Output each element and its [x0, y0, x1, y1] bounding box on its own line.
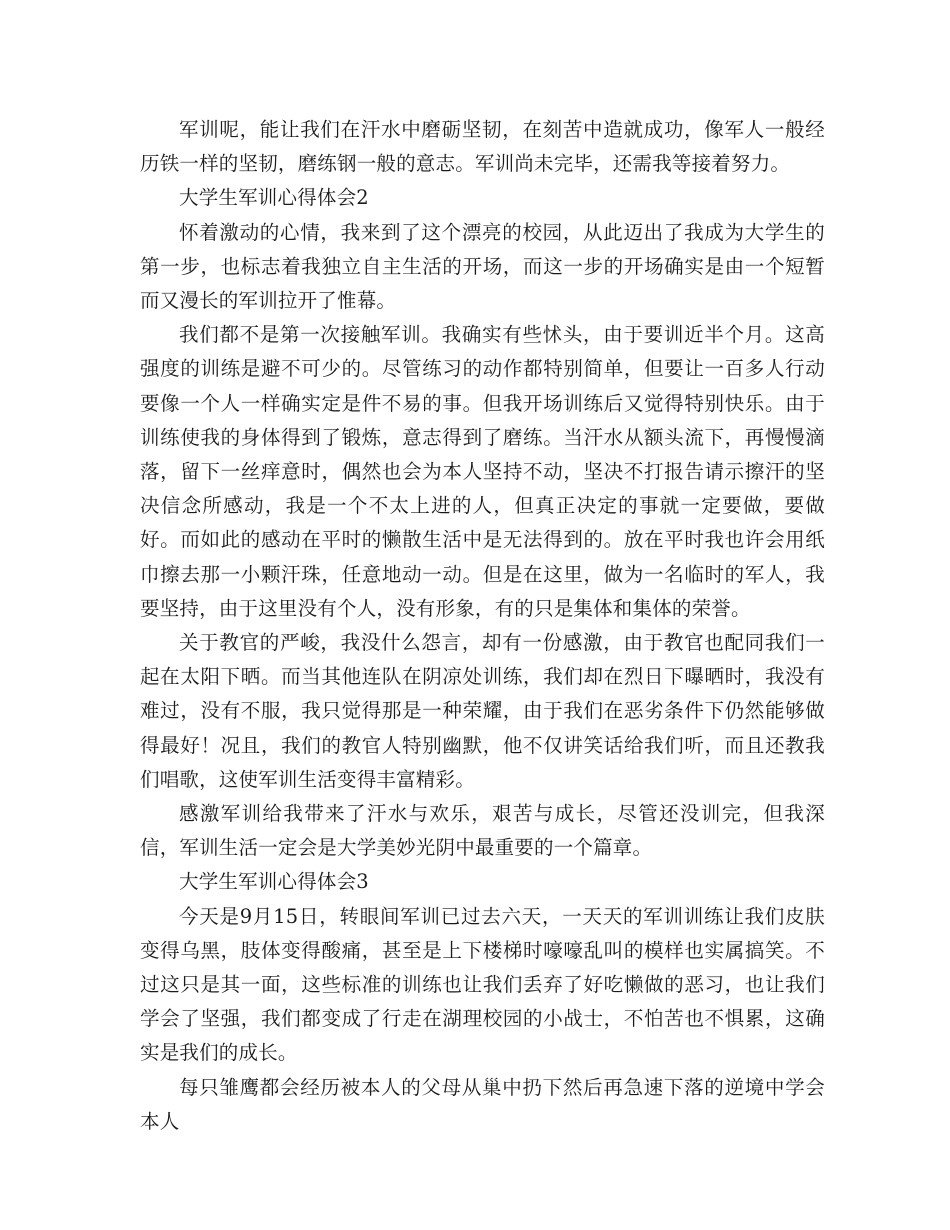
paragraph: 今天是9月15日，转眼间军训已过去六天，一天天的军训训练让我们皮肤变得乌黑，肢体变得酸痛，甚至是上下楼梯时嚎嚎乱叫的模样也实属搞笑。不过这只是其一面，这些标准的训练也让我们丢弃了好吃懒做的恶习，也让我们学会了坚强，我们都变成了行走在湖理校园的小战士，不怕苦也不惧累，这确实是我们的成长。 [140, 904, 825, 1065]
paragraph: 每只雏鹰都会经历被本人的父母从巢中扔下然后再急速下落的逆境中学会本人 [140, 1075, 825, 1133]
paragraph: 军训呢，能让我们在汗水中磨砺坚韧，在刻苦中造就成功，像军人一般经历铁一样的坚韧，磨练钢一般的意志。军训尚未完毕，还需我等接着努力。 [140, 118, 825, 176]
section-heading: 大学生军训心得体会3 [179, 870, 369, 894]
paragraph: 我们都不是第一次接触军训。我确实有些怵头，由于要训近半个月。这高强度的训练是避不可少的。尽管练习的动作都特别简单，但要让一百多人行动要像一个人一样确实定是件不易的事。但我开场训练后又觉得特别快乐。由于训练使我的身体得到了锻炼，意志得到了磨练。当汗水从额头流下，再慢慢滴落，留下一丝痒意时，偶然也会为本人坚持不动，坚决不打报告请示擦汗的坚决信念所感动，我是一个不太上进的人，但真正决定的事就一定要做，要做好。而如此的感动在平时的懒散生活中是无法得到的。放在平时我也许会用纸巾擦去那一小颗汗珠，任意地动一动。但是在这里，做为一名临时的军人，我要坚持，由于这里没有个人，没有形象，有的只是集体和集体的荣誉。 [140, 323, 825, 620]
paragraph: 感激军训给我带来了汗水与欢乐，艰苦与成长，尽管还没训完，但我深信，军训生活一定会是大学美妙光阴中最重要的一个篇章。 [140, 802, 825, 860]
document-body [140, 113, 825, 1139]
paragraph: 怀着激动的心情，我来到了这个漂亮的校园，从此迈出了我成为大学生的第一步，也标志着我独立自主生活的开场，而这一步的开场确实是由一个短暂而又漫长的军训拉开了惟幕。 [140, 220, 825, 313]
section-heading: 大学生军训心得体会2 [179, 186, 369, 210]
paragraph: 关于教官的严峻，我没什么怨言，却有一份感激，由于教官也配同我们一起在太阳下晒。而当其他连队在阴凉处训练，我们却在烈日下曝晒时，我没有难过，没有不服，我只觉得那是一种荣耀，由于我们在恶劣条件下仍然能够做得最好！况且，我们的教官人特别幽默，他不仅讲笑话给我们听，而且还教我们唱歌，这使军训生活变得丰富精彩。 [140, 631, 825, 791]
